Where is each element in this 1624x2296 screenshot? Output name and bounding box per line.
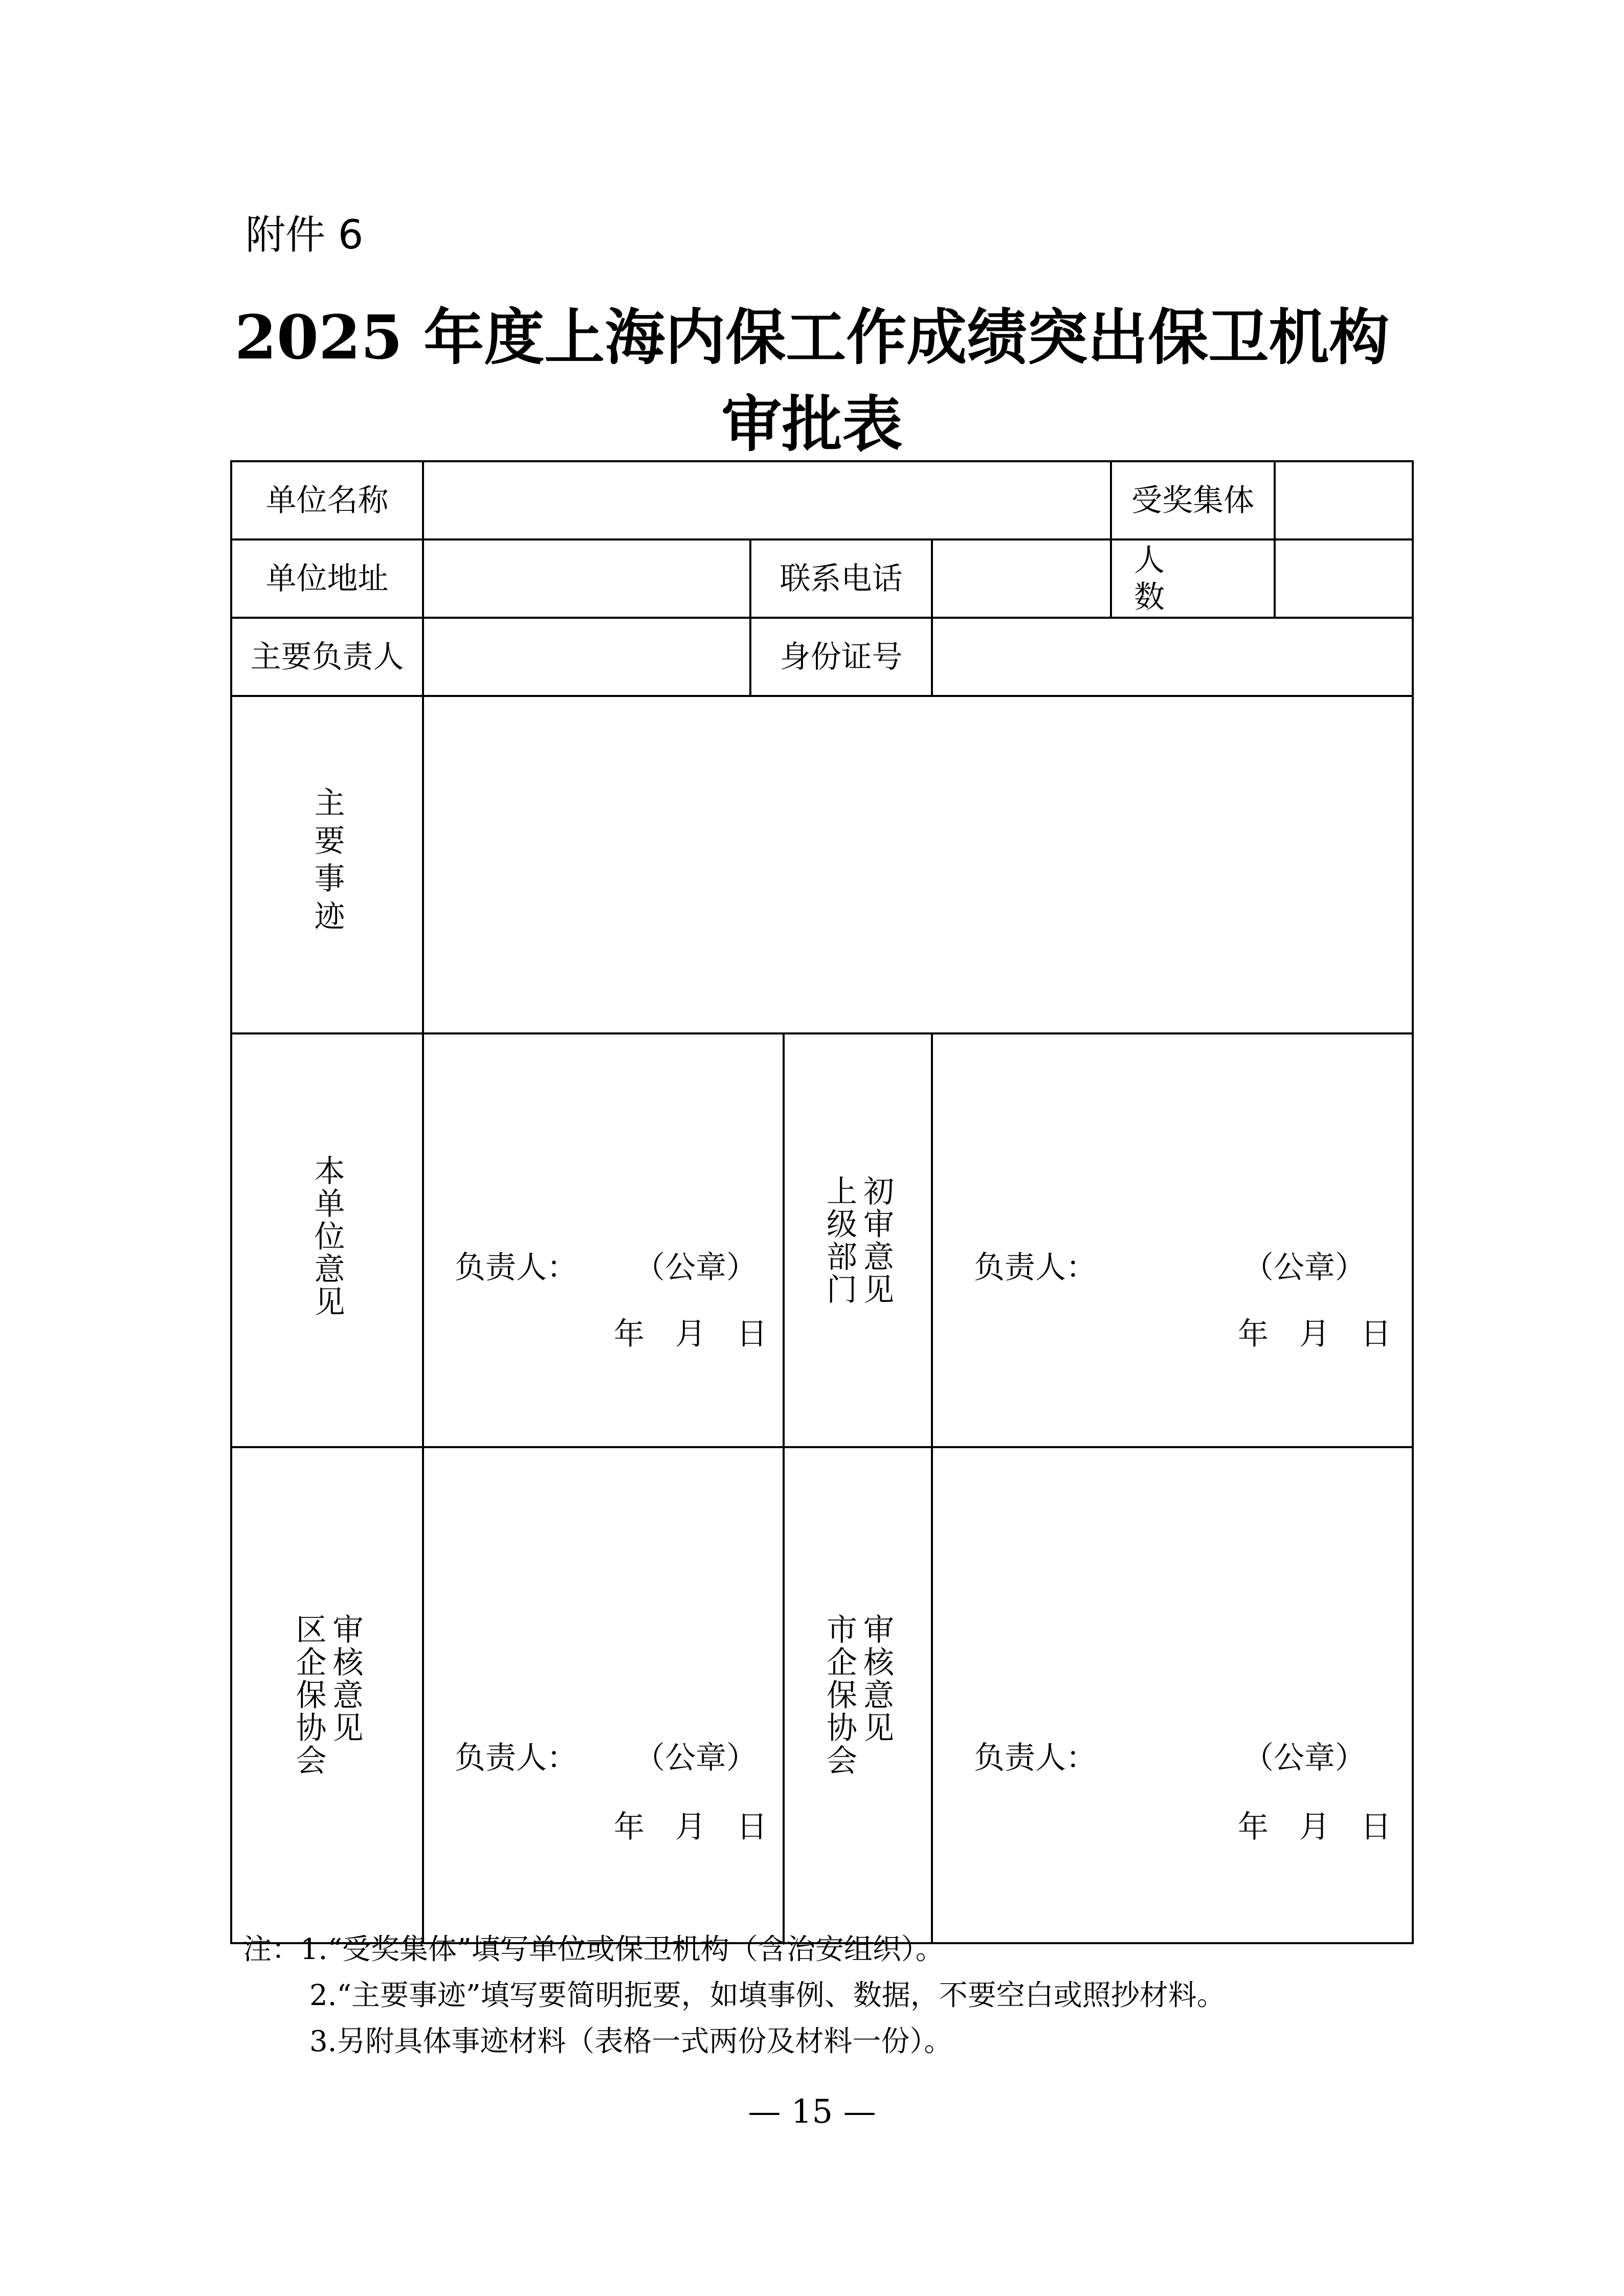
form-title-line1: 2025 年度上海内保工作成绩突出保卫机构	[234, 302, 1390, 373]
city-label-review: 审核意见	[858, 1613, 894, 1744]
form-notes	[243, 1927, 1226, 2065]
id-number-field[interactable]	[932, 618, 1413, 696]
superior-date-placeholder: 年 月 日	[1238, 1316, 1391, 1352]
unit-opinion-label: 本单位意见	[309, 1154, 345, 1318]
city-opinion-signature-cell[interactable]	[932, 1447, 1413, 1943]
phone-field[interactable]	[932, 539, 1111, 618]
district-opinion-signature-cell[interactable]	[423, 1447, 784, 1943]
district-date-placeholder: 年 月 日	[614, 1809, 767, 1845]
unit-seal-label: （公章）	[634, 1250, 757, 1286]
note-1: 注：1.“受奖集体”填写单位或保卫机构（含治安组织）。	[243, 1933, 944, 1966]
approval-form-table	[230, 460, 1414, 1944]
unit-name-label: 单位名称	[231, 461, 423, 539]
city-label-assoc: 市企保协会	[821, 1613, 857, 1777]
city-date-placeholder: 年 月 日	[1238, 1809, 1391, 1845]
unit-opinion-label-cell	[231, 1033, 423, 1447]
headcount-field[interactable]	[1275, 539, 1413, 618]
superior-label-dept: 上级部门	[821, 1175, 857, 1306]
superior-responsible-person-label: 负责人：	[974, 1250, 1097, 1286]
form-title-line2: 审批表	[721, 389, 903, 460]
superior-seal-label: （公章）	[1243, 1250, 1366, 1286]
page-number: — 15 —	[748, 2093, 876, 2131]
city-opinion-label-cell	[784, 1447, 932, 1943]
id-number-label: 身份证号	[750, 618, 932, 696]
headcount-label: 人 数	[1111, 539, 1275, 618]
unit-name-field[interactable]	[423, 461, 1111, 539]
unit-address-field[interactable]	[423, 539, 750, 618]
superior-opinion-signature-cell[interactable]	[932, 1033, 1413, 1447]
district-responsible-person-label: 负责人：	[455, 1740, 577, 1776]
unit-opinion-signature-cell[interactable]	[423, 1033, 784, 1447]
unit-responsible-person-label: 负责人：	[455, 1250, 577, 1286]
superior-opinion-label-cell	[784, 1033, 932, 1447]
note-2: 2.“主要事迹”填写要简明扼要，如填事例、数据，不要空白或照抄材料。	[309, 1979, 1226, 2012]
attachment-label: 附件 6	[246, 212, 364, 258]
unit-address-label: 单位地址	[231, 539, 423, 618]
main-deeds-label: 主要事迹	[309, 786, 345, 938]
district-label-review: 审核意见	[327, 1613, 364, 1744]
award-collective-field[interactable]	[1275, 461, 1413, 539]
main-deeds-field[interactable]	[423, 696, 1413, 1033]
district-opinion-label-cell	[231, 1447, 423, 1943]
city-responsible-person-label: 负责人：	[974, 1740, 1097, 1776]
note-3: 3.另附具体事迹材料（表格一式两份及材料一份）。	[309, 2025, 953, 2058]
main-deeds-label-cell	[231, 696, 423, 1033]
city-seal-label: （公章）	[1243, 1740, 1366, 1776]
award-collective-label: 受奖集体	[1111, 461, 1275, 539]
principal-field[interactable]	[423, 618, 750, 696]
superior-label-review: 初审意见	[858, 1175, 894, 1306]
phone-label: 联系电话	[750, 539, 932, 618]
principal-label: 主要负责人	[231, 618, 423, 696]
unit-date-placeholder: 年 月 日	[614, 1316, 767, 1352]
district-seal-label: （公章）	[634, 1740, 757, 1776]
district-label-assoc: 区企保协会	[291, 1613, 327, 1777]
